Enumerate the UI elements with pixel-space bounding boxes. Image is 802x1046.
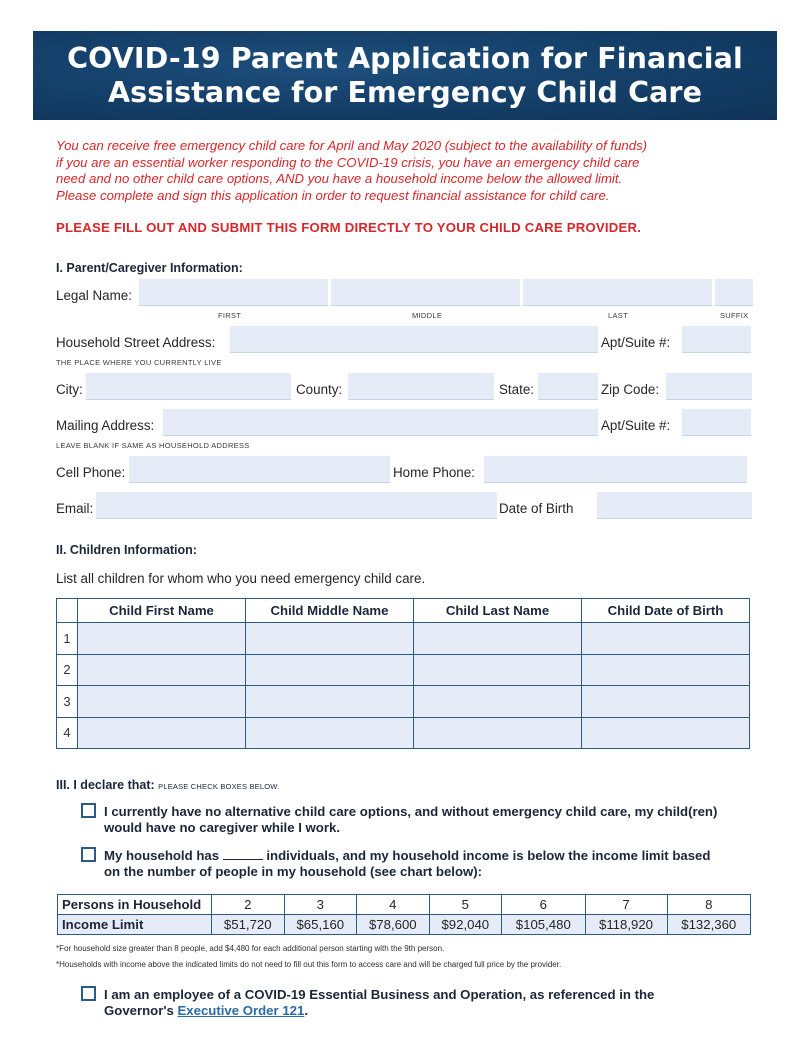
mailing-address-note: LEAVE BLANK IF SAME AS HOUSEHOLD ADDRESS (56, 441, 250, 450)
table-row (57, 717, 750, 749)
child-last-name-cell[interactable] (414, 654, 582, 686)
suffix-field[interactable] (715, 279, 753, 306)
essential-business-checkbox[interactable] (81, 986, 96, 1001)
street-address-label: Household Street Address: (56, 335, 216, 350)
persons-cell: 4 (357, 895, 430, 915)
section-3-title (56, 778, 279, 792)
table-row (58, 915, 751, 935)
income-cell: $118,920 (585, 915, 667, 935)
declaration-3-line-1: I am an employee of a COVID-19 Essential Business and Operation, as referenced in the (104, 987, 655, 1002)
submit-instruction: PLEASE FILL OUT AND SUBMIT THIS FORM DIRECTLY TO YOUR CHILD CARE PROVIDER. (56, 220, 642, 235)
column-header: Child Middle Name (246, 599, 414, 623)
income-limit-table (57, 894, 751, 935)
intro-line: need and no other child care options, AND you have a household income below the allowed limit. (56, 171, 623, 186)
income-cell: $51,720 (212, 915, 285, 935)
table-row (57, 654, 750, 686)
county-field[interactable] (348, 373, 494, 400)
section-2-title: II. Children Information: (56, 543, 197, 557)
persons-cell: 8 (667, 895, 751, 915)
footnote-2: *Households with income above the indicated limits do not need to fill out this form to access care and will be charged full price by the provider. (56, 960, 562, 969)
child-middle-name-cell[interactable] (246, 623, 414, 655)
child-dob-cell[interactable] (582, 623, 750, 655)
declaration-2-line-2: on the number of people in my household (see chart below): (104, 864, 483, 879)
child-first-name-cell[interactable] (78, 717, 246, 749)
child-middle-name-cell[interactable] (246, 686, 414, 718)
child-dob-cell[interactable] (582, 686, 750, 718)
cell-phone-field[interactable] (129, 456, 390, 483)
income-cell: $78,600 (357, 915, 430, 935)
column-header: Child Date of Birth (582, 599, 750, 623)
child-dob-cell[interactable] (582, 654, 750, 686)
dob-field[interactable] (597, 492, 752, 519)
declaration-2 (104, 848, 710, 880)
child-last-name-cell[interactable] (414, 717, 582, 749)
row-number-header (57, 599, 78, 623)
section-3-title-note: PLEASE CHECK BOXES BELOW. (158, 782, 280, 791)
child-first-name-cell[interactable] (78, 623, 246, 655)
footnote-1: *For household size greater than 8 people, add $4,480 for each additional person starting with the 9th person. (56, 944, 445, 953)
persons-cell: 7 (585, 895, 667, 915)
child-first-name-cell[interactable] (78, 654, 246, 686)
city-label: City: (56, 382, 83, 397)
income-header: Income Limit (58, 915, 212, 935)
executive-order-link[interactable]: Executive Order 121 (177, 1003, 305, 1018)
table-row (58, 895, 751, 915)
state-label: State: (499, 382, 534, 397)
apt-label: Apt/Suite #: (601, 335, 671, 350)
section-3-title-text: III. I declare that: (56, 778, 155, 792)
income-cell: $65,160 (284, 915, 357, 935)
declaration-1-line-1: I currently have no alternative child care options, and without emergency child care, my child(ren) (104, 804, 718, 819)
first-name-field[interactable] (139, 279, 328, 306)
children-instruction: List all children for whom who you need emergency child care. (56, 571, 426, 586)
declaration-1 (104, 804, 717, 836)
middle-caption: MIDDLE (412, 311, 443, 320)
state-field[interactable] (538, 373, 598, 400)
children-table (56, 598, 750, 749)
apt-field[interactable] (682, 326, 751, 353)
persons-header: Persons in Household (58, 895, 212, 915)
income-cell: $105,480 (502, 915, 585, 935)
declaration-2-text-a: My household has (104, 848, 220, 863)
persons-cell: 2 (212, 895, 285, 915)
legal-name-label: Legal Name: (56, 288, 132, 303)
column-header: Child First Name (78, 599, 246, 623)
first-caption: FIRST (218, 311, 242, 320)
no-alternative-care-checkbox[interactable] (81, 803, 96, 818)
dob-label: Date of Birth (499, 501, 574, 516)
section-1-title: I. Parent/Caregiver Information: (56, 261, 243, 275)
home-phone-field[interactable] (484, 456, 747, 483)
income-cell: $92,040 (429, 915, 502, 935)
intro-line: You can receive free emergency child care for April and May 2020 (subject to the availability of funds) (56, 138, 648, 153)
row-number: 3 (57, 686, 78, 718)
last-name-field[interactable] (523, 279, 712, 306)
declaration-3-text-b: . (304, 1003, 308, 1018)
intro-line: if you are an essential worker responding to the COVID-19 crisis, you have an emergency child care (56, 154, 640, 170)
row-number: 1 (57, 623, 78, 655)
email-field[interactable] (96, 492, 497, 519)
city-field[interactable] (86, 373, 291, 400)
persons-cell: 6 (502, 895, 585, 915)
county-label: County: (296, 382, 343, 397)
table-row (57, 623, 750, 655)
title-line-1: COVID-19 Parent Application for Financial (67, 41, 743, 75)
apt-2-field[interactable] (682, 409, 751, 436)
intro-line: Please complete and sign this application in order to request financial assistance for child care. (56, 187, 610, 203)
household-size-blank[interactable] (223, 848, 263, 860)
persons-cell: 5 (429, 895, 502, 915)
declaration-3-text-a: Governor's (104, 1003, 174, 1018)
row-number: 2 (57, 654, 78, 686)
email-label: Email: (56, 501, 94, 516)
zip-label: Zip Code: (601, 382, 660, 397)
household-income-checkbox[interactable] (81, 847, 96, 862)
mailing-address-field[interactable] (163, 409, 598, 436)
income-cell: $132,360 (667, 915, 751, 935)
child-middle-name-cell[interactable] (246, 717, 414, 749)
child-last-name-cell[interactable] (414, 623, 582, 655)
column-header: Child Last Name (414, 599, 582, 623)
declaration-1-line-2: would have no caregiver while I work. (104, 820, 340, 835)
page-title (67, 42, 743, 110)
street-address-field[interactable] (230, 326, 598, 353)
declaration-3 (104, 987, 654, 1019)
mailing-address-label: Mailing Address: (56, 418, 155, 433)
zip-field[interactable] (666, 373, 752, 400)
child-dob-cell[interactable] (582, 717, 750, 749)
child-first-name-cell[interactable] (78, 686, 246, 718)
home-phone-label: Home Phone: (393, 465, 475, 480)
persons-cell: 3 (284, 895, 357, 915)
cell-phone-label: Cell Phone: (56, 465, 126, 480)
row-number: 4 (57, 717, 78, 749)
apt-2-label: Apt/Suite #: (601, 418, 671, 433)
declaration-2-text-b: individuals, and my household income is below the income limit based (266, 848, 711, 863)
table-row (57, 686, 750, 718)
street-address-note: THE PLACE WHERE YOU CURRENTLY LIVE (56, 358, 222, 367)
middle-name-field[interactable] (331, 279, 520, 306)
child-last-name-cell[interactable] (414, 686, 582, 718)
intro-text (56, 138, 756, 204)
last-caption: LAST (608, 311, 628, 320)
child-middle-name-cell[interactable] (246, 654, 414, 686)
title-banner (33, 31, 777, 120)
title-line-2: Assistance for Emergency Child Care (107, 75, 703, 109)
suffix-caption: SUFFIX (720, 311, 749, 320)
